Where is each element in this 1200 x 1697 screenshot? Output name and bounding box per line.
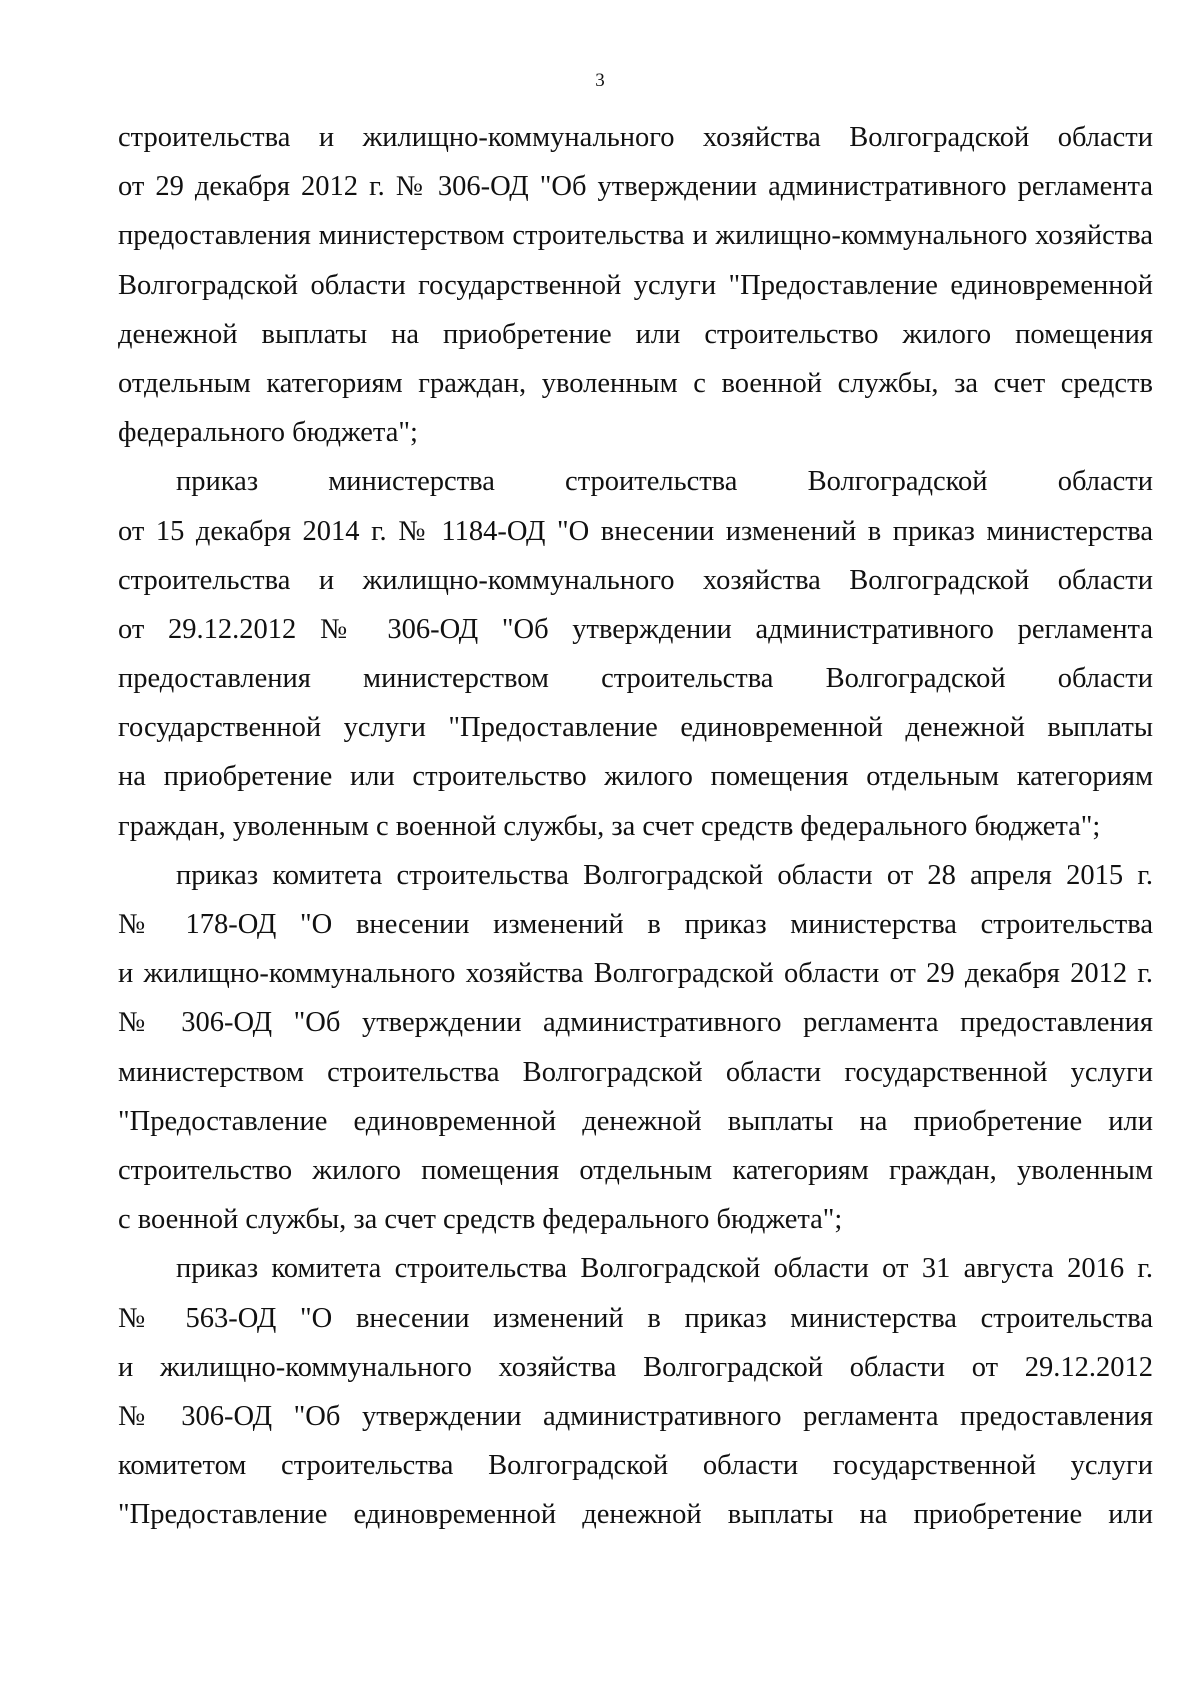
text-line: от 29.12.2012 № 306-ОД "Об утверждении административного регламента bbox=[118, 613, 1153, 645]
text-line: "Предоставление единовременной денежной выплаты на приобретение или bbox=[118, 1499, 1153, 1531]
paragraph bbox=[118, 113, 1153, 457]
text-line: Волгоградской области государственной услуги "Предоставление единовременной bbox=[118, 269, 1153, 301]
text-line: № 306-ОД "Об утверждении административного регламента предоставления bbox=[118, 1007, 1153, 1039]
text-line: строительство жилого помещения отдельным категориям граждан, уволенным bbox=[118, 1154, 1153, 1186]
text-line: министерством строительства Волгоградской области государственной услуги bbox=[118, 1056, 1153, 1088]
text-line: строительства и жилищно-коммунального хозяйства Волгоградской области bbox=[118, 564, 1153, 596]
text-line: от 15 декабря 2014 г. № 1184-ОД "О внесении изменений в приказ министерства bbox=[118, 515, 1153, 547]
text-line: предоставления министерством строительства и жилищно-коммунального хозяйства bbox=[118, 220, 1153, 252]
text-line: приказ комитета строительства Волгоградской области от 31 августа 2016 г. bbox=[176, 1253, 1153, 1285]
text-line: и жилищно-коммунального хозяйства Волгоградской области от 29.12.2012 bbox=[118, 1351, 1153, 1383]
paragraph bbox=[118, 851, 1153, 1245]
text-line: от 29 декабря 2012 г. № 306-ОД "Об утверждении административного регламента bbox=[118, 171, 1153, 203]
paragraph bbox=[118, 1244, 1153, 1539]
text-line: № 563-ОД "О внесении изменений в приказ министерства строительства bbox=[118, 1302, 1153, 1334]
text-line: приказ комитета строительства Волгоградской области от 28 апреля 2015 г. bbox=[176, 859, 1153, 891]
text-line: комитетом строительства Волгоградской области государственной услуги bbox=[118, 1450, 1153, 1482]
text-line: предоставления министерством строительства Волгоградской области bbox=[118, 663, 1153, 695]
text-line: федерального бюджета"; bbox=[118, 417, 418, 449]
text-line: "Предоставление единовременной денежной выплаты на приобретение или bbox=[118, 1105, 1153, 1137]
text-line: приказ министерства строительства Волгоградской области bbox=[176, 466, 1153, 498]
text-line: на приобретение или строительство жилого помещения отдельным категориям bbox=[118, 761, 1153, 793]
text-line: денежной выплаты на приобретение или строительство жилого помещения bbox=[118, 318, 1153, 350]
text-line: и жилищно-коммунального хозяйства Волгоградской области от 29 декабря 2012 г. bbox=[118, 958, 1153, 990]
text-line: строительства и жилищно-коммунального хозяйства Волгоградской области bbox=[118, 122, 1153, 153]
text-line: с военной службы, за счет средств федерального бюджета"; bbox=[118, 1204, 843, 1236]
text-line: граждан, уволенным с военной службы, за счет средств федерального бюджета"; bbox=[118, 810, 1101, 842]
paragraph bbox=[118, 457, 1153, 851]
text-line: № 306-ОД "Об утверждении административного регламента предоставления bbox=[118, 1400, 1153, 1432]
text-line: государственной услуги "Предоставление единовременной денежной выплаты bbox=[118, 712, 1153, 744]
page-number: 3 bbox=[595, 70, 605, 91]
document-body bbox=[118, 113, 1153, 1539]
text-line: отдельным категориям граждан, уволенным с военной службы, за счет средств bbox=[118, 367, 1153, 399]
text-line: № 178-ОД "О внесении изменений в приказ министерства строительства bbox=[118, 909, 1153, 940]
